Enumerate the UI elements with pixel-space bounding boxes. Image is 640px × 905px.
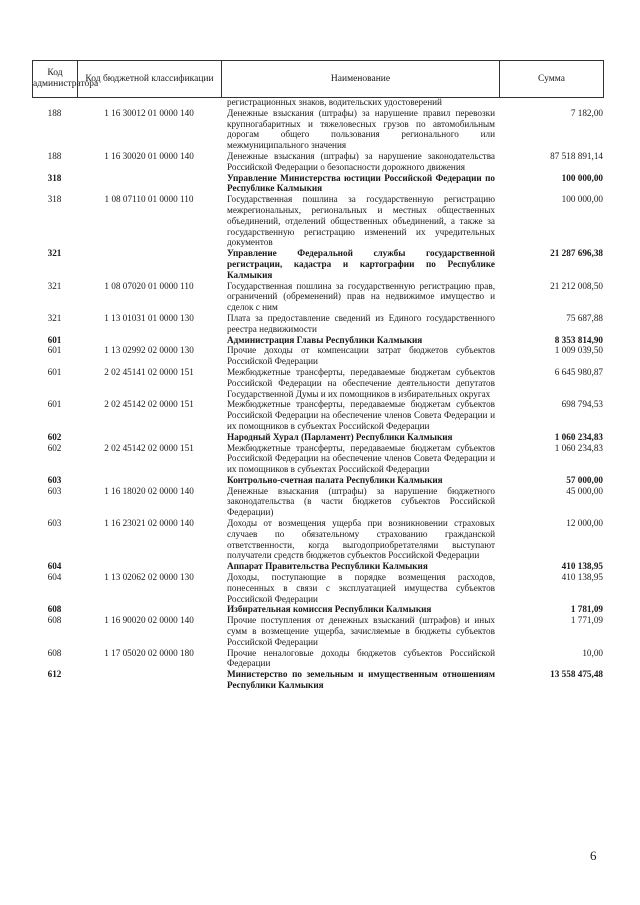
admin-code-cell: 601 xyxy=(47,366,62,377)
budget-code-cell: 1 16 23021 02 0000 140 xyxy=(104,518,194,529)
table-row xyxy=(32,518,603,561)
admin-code-cell: 612 xyxy=(47,669,62,680)
table-row xyxy=(32,604,603,615)
sum-cell: 1 060 234,83 xyxy=(554,431,603,442)
admin-code-cell: 321 xyxy=(47,312,62,323)
table-header xyxy=(32,60,604,98)
sum-cell: 100 000,00 xyxy=(561,172,603,183)
sum-cell: 45 000,00 xyxy=(566,485,603,496)
sum-cell xyxy=(499,97,603,108)
budget-code-cell xyxy=(77,604,221,615)
name-cell: Народный Хурал (Парламент) Республики Калмыкия xyxy=(227,431,453,442)
budget-code-cell: 2 02 45142 02 0000 151 xyxy=(104,442,194,453)
sum-cell: 7 182,00 xyxy=(570,107,603,118)
admin-code-cell: 608 xyxy=(47,647,62,658)
name-cell: Прочие доходы от компенсации затрат бюджетов субъектов Российской Федерации xyxy=(227,345,495,367)
admin-code-cell: 602 xyxy=(47,442,62,453)
table-row xyxy=(32,173,603,195)
sum-cell: 13 558 475,48 xyxy=(550,669,603,680)
budget-code-cell xyxy=(77,561,221,572)
name-cell: Государственная пошлина за государственную регистрацию прав, ограничений (обременений) прав на недвижимое имущество и сделок с ним xyxy=(227,280,495,313)
table-row xyxy=(32,669,603,691)
sum-cell: 698 794,53 xyxy=(561,399,603,410)
header-sum: Сумма xyxy=(500,61,604,98)
table-row xyxy=(32,475,603,486)
table-row xyxy=(32,313,603,335)
admin-code-cell: 188 xyxy=(47,150,62,161)
sum-cell: 21 287 696,38 xyxy=(550,248,603,259)
budget-code-cell xyxy=(77,248,221,280)
sum-cell: 1 771,09 xyxy=(570,615,603,626)
name-cell: Аппарат Правительства Республики Калмыкия xyxy=(227,561,428,572)
admin-code-cell: 188 xyxy=(47,107,62,118)
admin-code-cell: 603 xyxy=(47,518,62,529)
sum-cell: 12 000,00 xyxy=(566,518,603,529)
table-row xyxy=(32,572,603,604)
table-row xyxy=(32,108,603,151)
table-row xyxy=(32,281,603,313)
admin-code-cell: 602 xyxy=(47,431,62,442)
name-cell: Денежные взыскания (штрафы) за нарушение законодательства Российской Федерации о безопасности дорожного движения xyxy=(227,150,495,172)
name-cell: Межбюджетные трансферты, передаваемые бюджетам субъектов Российской Федерации на обеспечение деятельности депутатов Государственной Думы и их помощников в избирательных округах xyxy=(227,366,495,399)
budget-code-cell: 1 17 05020 02 0000 180 xyxy=(104,647,194,658)
name-cell: Денежные взыскания (штрафы) за нарушение бюджетного законодательства (в части бюджетов субъектов Российской Федерации) xyxy=(227,485,495,518)
budget-code-cell: 1 08 07020 01 0000 110 xyxy=(104,280,194,291)
admin-code-cell: 321 xyxy=(47,280,62,291)
name-cell: Доходы, поступающие в порядке возмещения расходов, понесенных в связи с эксплуатацией имущества субъектов Российской Федерации xyxy=(227,572,495,604)
table-body xyxy=(32,97,603,691)
budget-code-cell: 2 02 45142 02 0000 151 xyxy=(104,399,194,410)
admin-code-cell: 603 xyxy=(47,474,62,485)
budget-code-cell xyxy=(77,669,221,691)
budget-code-cell: 1 16 30020 01 0000 140 xyxy=(104,150,194,161)
admin-code-cell: 318 xyxy=(47,172,62,183)
sum-cell: 1 009 039,50 xyxy=(554,345,603,356)
name-cell: Денежные взыскания (штрафы) за нарушение правил перевозки крупногабаритных и тяжеловесных грузов по автомобильным дорогам общего пользования регионального или межмуниципального значения xyxy=(227,107,495,151)
admin-code-cell: 321 xyxy=(47,248,62,259)
sum-cell: 21 212 008,50 xyxy=(550,280,603,291)
budget-code-cell xyxy=(77,335,221,346)
budget-code-cell xyxy=(77,97,221,108)
name-cell: Управление Федеральной службы государственной регистрации, кадастра и картографии по Республике Калмыкия xyxy=(227,248,495,280)
header-budget-code: Код бюджетной классификации xyxy=(78,61,222,98)
table-row xyxy=(32,248,603,280)
admin-code-cell: 601 xyxy=(47,399,62,410)
table-row xyxy=(32,615,603,647)
sum-cell: 6 645 980,87 xyxy=(554,366,603,377)
budget-code-cell: 1 13 02992 02 0000 130 xyxy=(104,345,194,356)
budget-code-cell: 1 16 30012 01 0000 140 xyxy=(104,107,194,118)
sum-cell: 1 060 234,83 xyxy=(554,442,603,453)
budget-code-cell xyxy=(77,475,221,486)
name-cell: Плата за предоставление сведений из Единого государственного реестра недвижимости xyxy=(227,312,495,334)
admin-code-cell: 608 xyxy=(47,615,62,626)
name-cell: Министерство по земельным и имущественным отношениям Республики Калмыкия xyxy=(227,669,495,691)
name-cell: Межбюджетные трансферты, передаваемые бюджетам субъектов Российской Федерации на обеспечение членов Совета Федерации и их помощников в субъектах Российской Федерации xyxy=(227,399,495,431)
name-cell: Доходы от возмещения ущерба при возникновении страховых случаев по обязательному страхованию гражданской ответственности, когда выгодоприобретателями выступают получатели средств бюджетов субъектов Российской Федерации xyxy=(227,518,495,561)
admin-code-cell: 603 xyxy=(47,485,62,496)
table-row xyxy=(32,561,603,572)
name-cell: Прочие неналоговые доходы бюджетов субъектов Российской Федерации xyxy=(227,647,495,669)
sum-cell: 410 138,95 xyxy=(561,561,603,572)
sum-cell: 57 000,00 xyxy=(566,474,603,485)
table-row xyxy=(32,443,603,475)
budget-code-cell xyxy=(77,173,221,195)
name-cell: Управление Министерства юстиции Российской Федерации по Республике Калмыкия xyxy=(227,172,495,194)
table-row xyxy=(32,367,603,399)
sum-cell: 87 518 891,14 xyxy=(550,150,603,161)
sum-cell: 1 781,09 xyxy=(570,604,603,615)
header-name: Наименование xyxy=(222,61,500,98)
table-row xyxy=(32,345,603,367)
table-row xyxy=(32,648,603,670)
admin-code-cell: 318 xyxy=(47,194,62,205)
name-cell: регистрационных знаков, водительских удостоверений xyxy=(227,97,442,107)
name-cell: Прочие поступления от денежных взысканий (штрафов) и иных сумм в возмещение ущерба, зачисляемые в бюджеты субъектов Российской Федерации xyxy=(227,615,495,647)
header-admin-code: Код администратора xyxy=(33,61,78,98)
sum-cell: 75 687,88 xyxy=(566,312,603,323)
budget-code-cell: 1 13 02062 02 0000 130 xyxy=(104,572,194,583)
budget-code-cell: 1 13 01031 01 0000 130 xyxy=(104,312,194,323)
budget-code-cell: 1 16 90020 02 0000 140 xyxy=(104,615,194,626)
admin-code-cell xyxy=(32,97,77,108)
table-row xyxy=(32,97,603,108)
admin-code-cell: 601 xyxy=(47,334,62,345)
table-row xyxy=(32,486,603,518)
name-cell: Межбюджетные трансферты, передаваемые бюджетам субъектов Российской Федерации на обеспечение членов Совета Федерации и их помощников в субъектах Российской Федерации xyxy=(227,442,495,475)
admin-code-cell: 604 xyxy=(47,572,62,583)
table-row xyxy=(32,335,603,346)
table-row xyxy=(32,432,603,443)
table-row xyxy=(32,151,603,173)
sum-cell: 410 138,95 xyxy=(561,572,603,583)
budget-code-cell: 1 08 07110 01 0000 110 xyxy=(104,194,194,205)
name-cell: Избирательная комиссия Республики Калмыкия xyxy=(227,604,432,615)
admin-code-cell: 604 xyxy=(47,561,62,572)
sum-cell: 100 000,00 xyxy=(561,194,603,205)
sum-cell: 8 353 814,90 xyxy=(554,334,603,345)
budget-code-cell: 2 02 45141 02 0000 151 xyxy=(104,366,194,377)
sum-cell: 10,00 xyxy=(582,647,603,658)
budget-code-cell xyxy=(77,432,221,443)
name-cell: Администрация Главы Республики Калмыкия xyxy=(227,334,423,345)
name-cell: Контрольно-счетная палата Республики Калмыкия xyxy=(227,474,443,485)
table-row xyxy=(32,194,603,248)
page-number: 6 xyxy=(590,848,597,863)
admin-code-cell: 608 xyxy=(47,604,62,615)
name-cell: Государственная пошлина за государственную регистрацию межрегиональных, региональных и местных общественных объединений, отделений общественных объединений, а также за государственную регистрацию изменений их учредительных документов xyxy=(227,194,495,248)
budget-code-cell: 1 16 18020 02 0000 140 xyxy=(104,485,194,496)
admin-code-cell: 601 xyxy=(47,345,62,356)
table-row xyxy=(32,399,603,431)
